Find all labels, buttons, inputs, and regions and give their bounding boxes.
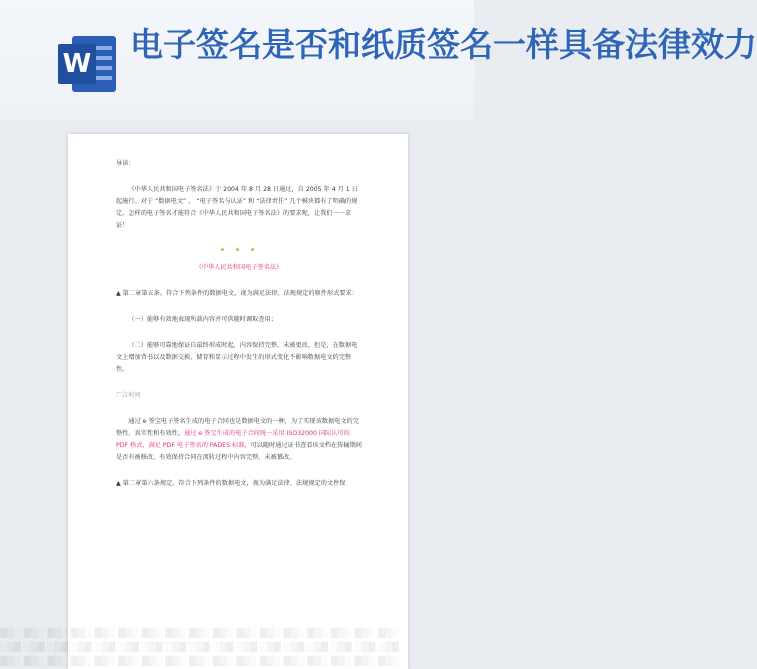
ad-paragraph (116, 416, 362, 464)
section-heading: 《中华人民共和国电子签名法》 (195, 264, 283, 271)
document-body (116, 158, 362, 490)
intro-label: 导读： (116, 160, 135, 167)
ad-text-highlight: 通过 e 签宝生成的电子合同统一采用 ISO32000 国际认可的 PDF 格式、满足 PDF 电子签名的 PADES 标准， (116, 430, 350, 449)
section-divider: • • • (219, 245, 259, 256)
word-doc-icon (58, 32, 120, 96)
ad-label: 广告时间 (116, 392, 141, 399)
document-page (68, 134, 408, 669)
article5-item2: （二）能够可靠地保证自最终形成时起，内容保持完整、未被更改。但是，在数据电文上增加背书以及数据交换、储存和显示过程中发生的形式变化不影响数据电文的完整性。 (116, 342, 358, 373)
article5-intro: ▲ 第二章第五条。符合下列条件的数据电文，视为满足法律、法规规定的原件形式要求： (116, 290, 358, 297)
ad-text-before: 通过 e 签宝电子签名生成的电子合同也是数据电文的一种，为了实现该数据电文的完整性、真实性和有效性， (116, 418, 359, 437)
page-title: 电子签名是否和纸质签名一样具备法律效力 (130, 25, 757, 64)
watermark-pattern: ▓▒░ ▓▒░ ▓▒░ ░▒▓ ░▒▓ ░▒▓ ▓▒░ ▓▒░ ▓▒░ (0, 629, 69, 667)
intro-paragraph: 《中华人民共和国电子签名法》于 2004 年 8 月 28 日通过，自 2005 年 4 月 1 日起施行。对于 “数据电文” 、 “电子签名与认证” 和 “法律责任” 几个模块都有了明确的规定。怎样的电子签名才能符合《中华人民共和国电子签名法》的要求呢，让我们一一求证！ (116, 186, 358, 229)
article6-intro: ▲ 第二章第六条规定。符合下列条件的数据电文，视为满足法律、法规规定的文件保 (116, 480, 346, 487)
header-banner (0, 0, 757, 120)
article5-item1: （一）能够有效地表现所载内容并可供随时调取查用； (128, 316, 277, 323)
ad-text-after: 可以随时通过证书查看该文档在传输期间是否有被修改、有效保持合同在流转过程中内容完整、未被篡改。 (116, 442, 362, 461)
word-doc-icon-letter: W (58, 44, 96, 84)
